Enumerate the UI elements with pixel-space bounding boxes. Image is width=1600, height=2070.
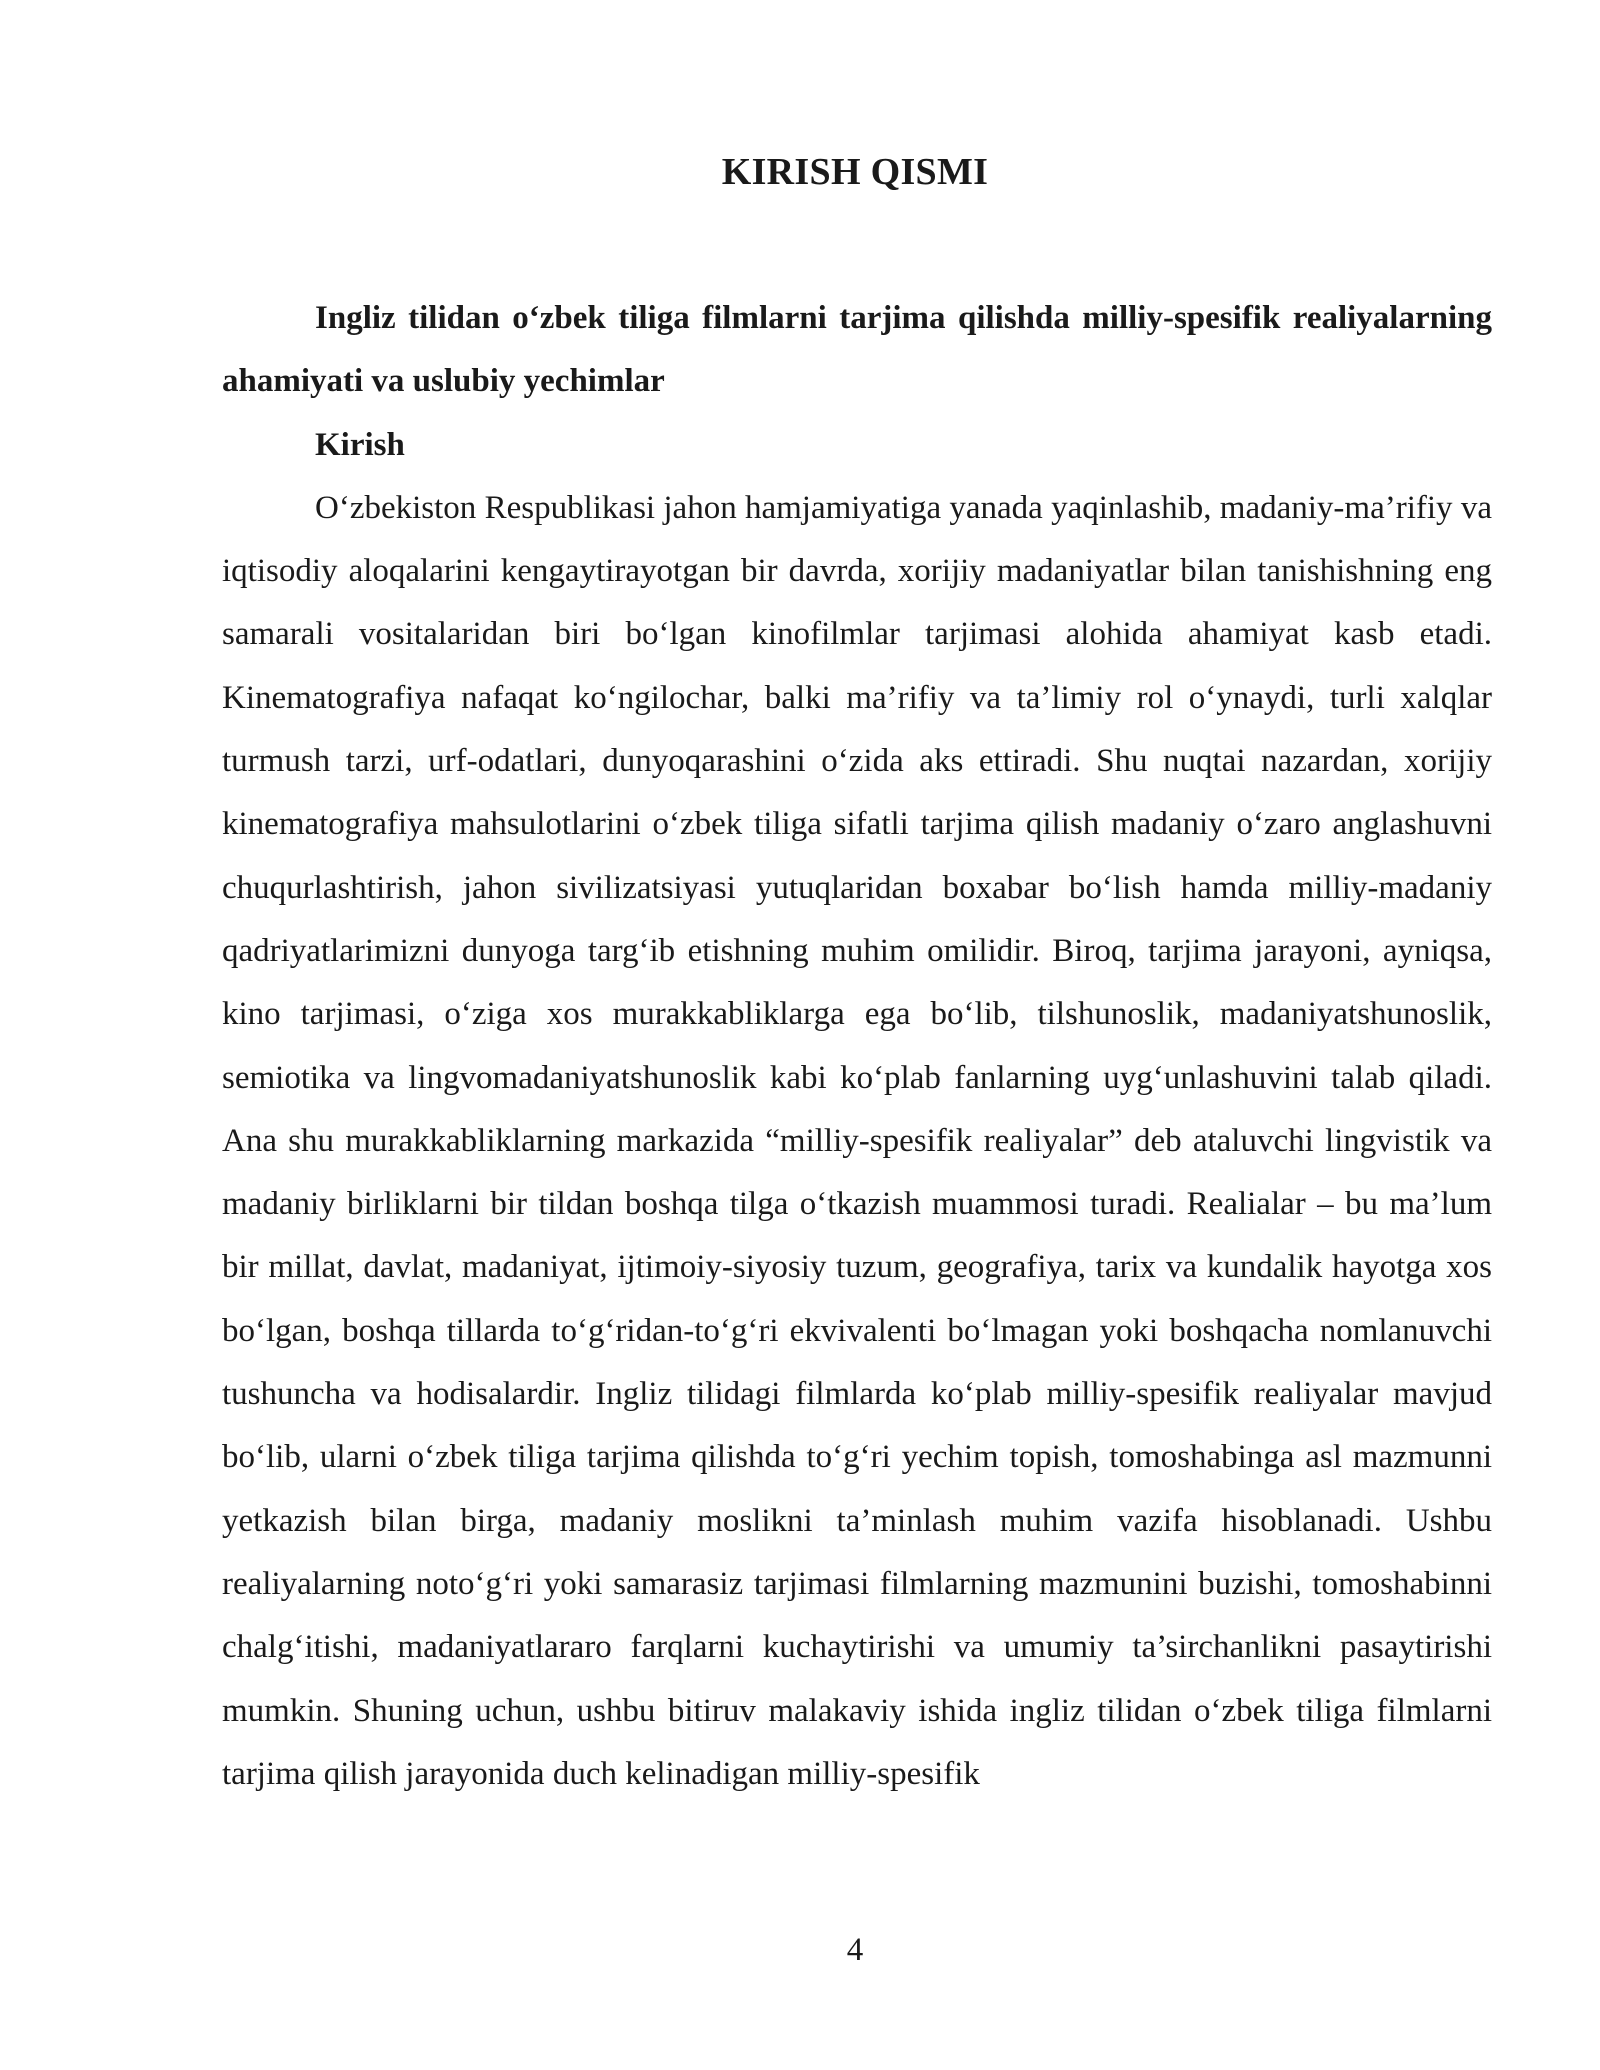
section-heading: Kirish <box>315 426 405 463</box>
document-body <box>222 287 1492 1806</box>
document-subtitle: Ingliz tilidan o‘zbek tiliga filmlarni tarjima qilishda milliy-spesifik realiyalarning ahamiyati va uslubiy yechimlar <box>222 300 1492 400</box>
page-title: KIRISH QISMI <box>721 151 989 193</box>
body-paragraph: O‘zbekiston Respublikasi jahon hamjamiyatiga yanada yaqinlashib, madaniy-ma’rifiy va iqtisodiy aloqalarini kengaytirayotgan bir davrda, xorijiy madaniyatlar bilan tanishishning eng samarali vositalaridan biri bo‘lgan kinofilmlar tarjimasi alohida ahamiyat kasb etadi. Kinematografiya nafaqat ko‘ngilochar, balki ma’rifiy va ta’limiy rol o‘ynaydi, turli xalqlar turmush tarzi, urf-odatlari, dunyoqarashini o‘zida aks ettiradi. Shu nuqtai nazardan, xorijiy kinematografiya mahsulotlarini o‘zbek tiliga sifatli tarjima qilish madaniy o‘zaro anglashuvni chuqurlashtirish, jahon sivilizatsiyasi yutuqlaridan boxabar bo‘lish hamda milliy-madaniy qadriyatlarimizni dunyoga targ‘ib etishning muhim omilidir. Biroq, tarjima jarayoni, ayniqsa, kino tarjimasi, o‘ziga xos murakkabliklarga ega bo‘lib, tilshunoslik, madaniyatshunoslik, semiotika va lingvomadaniyatshunoslik kabi ko‘plab fanlarning uyg‘unlashuvini talab qiladi. Ana shu murakkabliklarning markazida “milliy-spesifik realiyalar” deb ataluvchi lingvistik va madaniy birliklarni bir tildan boshqa tilga o‘tkazish muammosi turadi. Realialar – bu ma’lum bir millat, davlat, madaniyat, ijtimoiy-siyosiy tuzum, geografiya, tarix va kundalik hayotga xos bo‘lgan, boshqa tillarda to‘g‘ridan-to‘g‘ri ekvivalenti bo‘lmagan yoki boshqacha nomlanuvchi tushuncha va hodisalardir. Ingliz tilidagi filmlarda ko‘plab milliy-spesifik realiyalar mavjud bo‘lib, ularni o‘zbek tiliga tarjima qilishda to‘g‘ri yechim topish, tomoshabinga asl mazmunni yetkazish bilan birga, madaniy moslikni ta’minlash muhim vazifa hisoblanadi. Ushbu realiyalarning noto‘g‘ri yoki samarasiz tarjimasi filmlarning mazmunini buzishi, tomoshabinni chalg‘itishi, madaniyatlararo farqlarni kuchaytirishi va umumiy ta’sirchanlikni pasaytirishi mumkin. Shuning uchun, ushbu bitiruv malakaviy ishida ingliz tilidan o‘zbek tiliga filmlarni tarjima qilish jarayonida duch kelinadigan milliy-spesifik <box>222 489 1492 1792</box>
page-number: 4 <box>846 1932 864 1968</box>
